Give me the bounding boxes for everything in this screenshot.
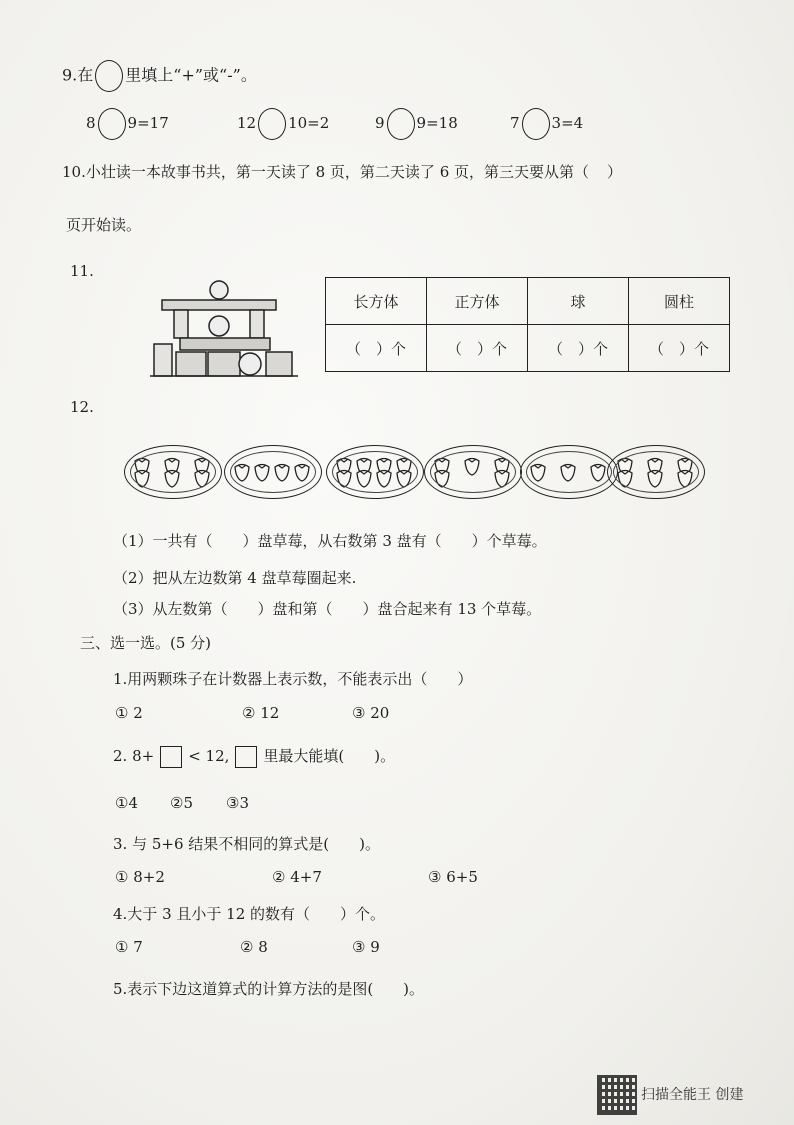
s3-q1-text: 1.用两颗珠子在计数器上表示数，不能表示出（ ）: [113, 670, 473, 688]
q10-blank-close: ）: [607, 163, 623, 181]
q10-line2: 页开始读。: [66, 216, 142, 234]
q9-item-4: [510, 108, 583, 140]
q9-title-tail: 里填上“+”或“-”。: [125, 65, 257, 85]
strawberry-icon: [165, 459, 179, 476]
strawberry-icon: [357, 471, 371, 488]
strawberry-icon: [135, 471, 149, 488]
q9-item-3: [375, 108, 458, 140]
strawberry-icon: [135, 459, 149, 476]
answer-cell-cylinder[interactable]: （ ）个: [629, 325, 730, 372]
strawberry-icon: [495, 459, 509, 476]
strawberry-icon: [495, 471, 509, 488]
s3-q2-opt1[interactable]: ①4: [115, 794, 138, 812]
answer-circle-icon: [95, 60, 123, 92]
q12-sub1: （1）一共有（ ）盘草莓，从右数第 3 盘有（ ）个草莓。: [113, 532, 547, 550]
s3-q3-text: 3. 与 5+6 结果不相同的算式是( )。: [113, 835, 380, 853]
strawberry-icon: [255, 465, 269, 482]
answer-circle-icon[interactable]: [387, 108, 415, 140]
s3-q2-opt2[interactable]: ②5: [170, 794, 193, 812]
q10-text: 10.小壮读一本故事书共，第一天读了 8 页，第二天读了 6 页，第三天要从第（: [62, 163, 590, 181]
answer-circle-icon[interactable]: [258, 108, 286, 140]
strawberry-icon: [337, 471, 351, 488]
answer-cell-cuboid[interactable]: （ ）个: [326, 325, 427, 372]
answer-box-icon[interactable]: [235, 746, 257, 768]
strawberry-plate[interactable]: [124, 445, 222, 499]
strawberry-icon: [531, 465, 545, 482]
strawberry-icon: [561, 465, 575, 482]
table-header-row: [326, 278, 730, 325]
strawberry-icon: [648, 471, 662, 488]
strawberry-icon: [337, 459, 351, 476]
q9-item-2: [237, 108, 329, 140]
header-cube: 正方体: [427, 278, 528, 325]
strawberry-icon: [435, 459, 449, 476]
s3-q4-opt3[interactable]: ③ 9: [352, 938, 380, 956]
strawberry-plate[interactable]: [607, 445, 705, 499]
strawberry-icon: [275, 465, 289, 482]
q12-sub3: （3）从左数第（ ）盘和第（ ）盘合起来有 13 个草莓。: [113, 600, 542, 618]
header-sphere: 球: [528, 278, 629, 325]
header-cylinder: 圆柱: [629, 278, 730, 325]
strawberry-icon: [165, 471, 179, 488]
strawberry-icon: [678, 471, 692, 488]
answer-circle-icon[interactable]: [522, 108, 550, 140]
s3-q4-opt1[interactable]: ① 7: [115, 938, 143, 956]
s3-q5-text: 5.表示下边这道算式的计算方法的是图( )。: [113, 980, 425, 998]
q11-number: 11.: [70, 262, 94, 280]
strawberry-icon: [618, 459, 632, 476]
strawberry-icon: [465, 459, 479, 476]
answer-circle-icon[interactable]: [98, 108, 126, 140]
header-cuboid: 长方体: [326, 278, 427, 325]
s3-q3-opt1[interactable]: ① 8+2: [115, 868, 165, 886]
strawberry-plate[interactable]: [520, 445, 618, 499]
q9-left: 8: [86, 114, 96, 132]
s3-q4-text: 4.大于 3 且小于 12 的数有（ ）个。: [113, 905, 386, 923]
s3-q2-opt3[interactable]: ③3: [226, 794, 249, 812]
answer-box-icon[interactable]: [160, 746, 182, 768]
s3-q3-opt2[interactable]: ② 4+7: [272, 868, 322, 886]
s3-q2-mid: < 12,: [188, 747, 230, 765]
strawberry-icon: [678, 459, 692, 476]
s3-q2-pre: 2. 8+: [113, 747, 155, 765]
s3-q1-opt3[interactable]: ③ 20: [352, 704, 390, 722]
strawberry-icon: [295, 465, 309, 482]
strawberry-plate[interactable]: [326, 445, 424, 499]
q9-right: 3=4: [551, 114, 584, 132]
strawberry-icon: [377, 459, 391, 476]
table-answer-row: [326, 325, 730, 372]
q9-right: 9=17: [127, 114, 169, 132]
s3-q2-post: 里最大能填( )。: [263, 747, 396, 765]
strawberry-icon: [377, 471, 391, 488]
section3-heading: 三、选一选。(5 分): [80, 634, 212, 652]
q9-title: [62, 60, 257, 92]
q9-right: 9=18: [416, 114, 458, 132]
answer-cell-cube[interactable]: （ ）个: [427, 325, 528, 372]
strawberry-icon: [648, 459, 662, 476]
qr-code-icon: [597, 1075, 637, 1115]
q10-line1: [62, 161, 622, 182]
strawberry-icon: [397, 471, 411, 488]
s3-q4-opt2[interactable]: ② 8: [240, 938, 268, 956]
strawberry-icon: [195, 459, 209, 476]
strawberry-icon: [397, 459, 411, 476]
strawberry-icon: [195, 471, 209, 488]
s3-q1-opt1[interactable]: ① 2: [115, 704, 143, 722]
shape-count-table: [325, 277, 730, 372]
scanner-watermark: 扫描全能王 创建: [641, 1087, 744, 1103]
strawberry-plate[interactable]: [424, 445, 522, 499]
q12-sub2: （2）把从左边数第 4 盘草莓圈起来.: [113, 569, 357, 587]
q9-left: 12: [237, 114, 257, 132]
s3-q2-text: [113, 745, 395, 768]
s3-q3-opt3[interactable]: ③ 6+5: [428, 868, 478, 886]
strawberry-icon: [435, 471, 449, 488]
s3-q1-opt2[interactable]: ② 12: [242, 704, 280, 722]
q9-left: 7: [510, 114, 520, 132]
strawberry-icon: [591, 465, 605, 482]
strawberry-icon: [618, 471, 632, 488]
q9-title-head: 9.在: [62, 65, 94, 85]
building-blocks-figure: [150, 280, 300, 382]
strawberry-icon: [235, 465, 249, 482]
strawberry-icon: [357, 459, 371, 476]
q9-right: 10=2: [288, 114, 330, 132]
strawberry-plate[interactable]: [224, 445, 322, 499]
q9-item-1: [86, 108, 169, 140]
q12-number: 12.: [70, 398, 94, 416]
q9-left: 9: [375, 114, 385, 132]
answer-cell-sphere[interactable]: （ ）个: [528, 325, 629, 372]
